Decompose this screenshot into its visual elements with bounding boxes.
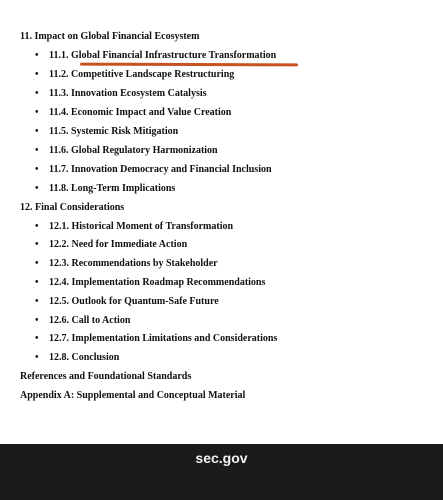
bullet-icon: • <box>35 145 39 156</box>
bullet-icon: • <box>35 239 39 250</box>
bullet-icon: • <box>35 221 39 232</box>
handwritten-underline-annotation <box>80 63 298 67</box>
toc-item-label: 12.8. Conclusion <box>49 352 120 363</box>
toc-item-label: 11.4. Economic Impact and Value Creation <box>49 107 232 118</box>
toc-item-label: 11.3. Innovation Ecosystem Catalysis <box>49 88 207 99</box>
toc-item-label: 12.3. Recommendations by Stakeholder <box>49 258 218 269</box>
bullet-icon: • <box>35 183 39 194</box>
bullet-icon: • <box>35 296 39 307</box>
toc-item-label: 11.1. Global Financial Infrastructure Transformation <box>49 50 277 61</box>
toc-item-label: 12.6. Call to Action <box>49 315 131 326</box>
bullet-icon: • <box>35 333 39 344</box>
toc-section-title: 11. Impact on Global Financial Ecosystem <box>20 31 200 42</box>
toc-item-label: 12.2. Need for Immediate Action <box>49 239 188 250</box>
bullet-icon: • <box>35 315 39 326</box>
toc-item-label: 11.7. Innovation Democracy and Financial Inclusion <box>49 164 272 175</box>
bullet-icon: • <box>35 277 39 288</box>
toc-section-11[interactable] <box>20 29 199 45</box>
toc-section-title: 12. Final Considerations <box>20 202 125 213</box>
toc-item-label: 11.8. Long-Term Implications <box>49 183 176 194</box>
toc-item-label: 12.4. Implementation Roadmap Recommendations <box>49 277 266 288</box>
toc-appendix-a[interactable] <box>20 388 245 404</box>
toc-item-label: 12.1. Historical Moment of Transformation <box>49 221 234 232</box>
bullet-icon: • <box>35 164 39 175</box>
bullet-icon: • <box>35 126 39 137</box>
toc-item-label: 11.6. Global Regulatory Harmonization <box>49 145 218 156</box>
toc-item-label: 12.5. Outlook for Quantum-Safe Future <box>49 296 219 307</box>
bullet-icon: • <box>35 50 39 61</box>
toc-section-title: References and Foundational Standards <box>20 371 192 382</box>
bullet-icon: • <box>35 69 39 80</box>
bullet-icon: • <box>35 107 39 118</box>
toc-section-12[interactable] <box>20 200 124 216</box>
toc-item-label: 11.2. Competitive Landscape Restructuring <box>49 69 235 80</box>
toc-section-title: Appendix A: Supplemental and Conceptual Material <box>20 390 246 401</box>
bullet-icon: • <box>35 88 39 99</box>
toc-item-label: 12.7. Implementation Limitations and Considerations <box>49 333 278 344</box>
toc-references[interactable] <box>20 369 191 385</box>
source-domain-label: sec.gov <box>195 450 248 466</box>
toc-item-label: 11.5. Systemic Risk Mitigation <box>49 126 179 137</box>
bullet-icon: • <box>35 258 39 269</box>
bullet-icon: • <box>35 352 39 363</box>
